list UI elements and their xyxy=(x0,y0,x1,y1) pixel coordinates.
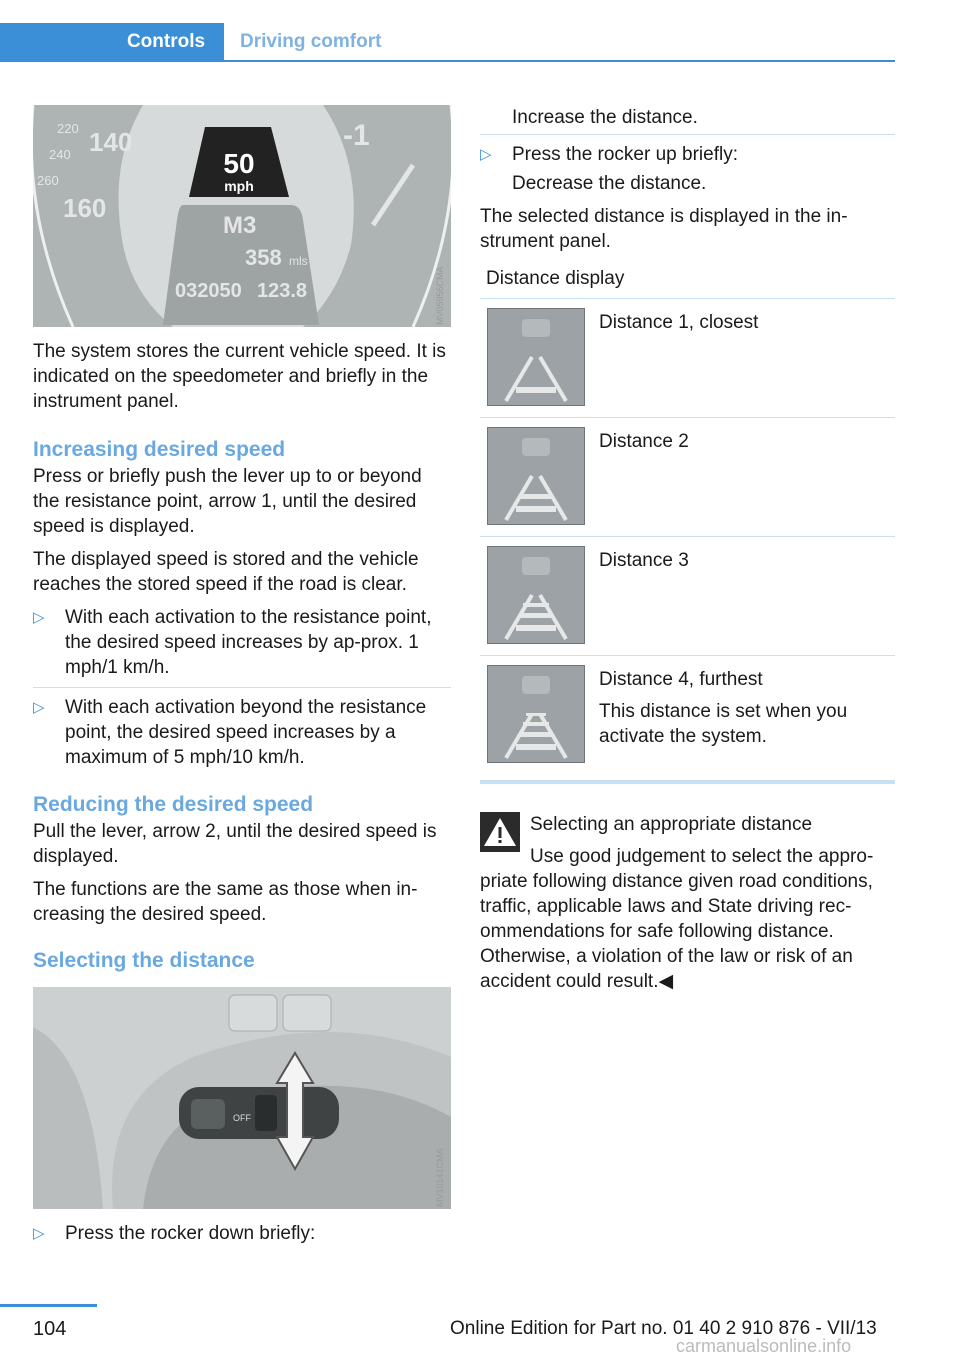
distance-label: Distance 2 xyxy=(599,431,689,452)
gauge-speed: 50 xyxy=(223,148,255,179)
gauge-range-unit: mls xyxy=(289,254,308,268)
header-rule xyxy=(0,60,895,62)
right-column xyxy=(480,105,895,994)
triangle-bullet-icon: ▷ xyxy=(480,146,492,163)
bullet-continuation: Decrease the distance. xyxy=(512,173,707,194)
increase-text-1: Press or briefly push the lever up to or beyond the resistance point, arrow 1, until the desired speed is displayed. xyxy=(33,466,422,537)
reduce-text-1: Pull the lever, arrow 2, until the desired speed is displayed. xyxy=(33,821,437,867)
distance-note: This distance is set when you activate the system. xyxy=(599,701,848,747)
bullet-item: ▷ Press the rocker up briefly: xyxy=(480,144,738,165)
lever-off-label: OFF xyxy=(233,1113,251,1123)
gauge-tick-160: 160 xyxy=(63,193,107,223)
heading-selecting-distance: Selecting the distance xyxy=(33,949,255,972)
distance-1-icon xyxy=(487,308,585,406)
bullet-item: ▷ With each activation to the resistance point, the desired speed increases by ap‐prox. 1 mph/1 km/h. xyxy=(33,607,432,678)
distance-table-header: Distance display xyxy=(480,262,895,299)
gauge-figure-code: MV05956CMA xyxy=(435,266,445,325)
warning-title: Selecting an appropriate distance xyxy=(530,814,813,835)
distance-table xyxy=(480,262,895,784)
heading-reducing-speed: Reducing the desired speed xyxy=(33,793,314,816)
gauge-range: 358 xyxy=(245,245,282,270)
svg-text:-1: -1 xyxy=(343,119,370,152)
triangle-bullet-icon: ▷ xyxy=(33,1225,45,1242)
bullet-item: ▷ Press the rocker down briefly: xyxy=(33,1223,316,1244)
distance-display-text: The selected distance is displayed in the in‐strument panel. xyxy=(480,206,848,252)
table-row xyxy=(480,537,895,656)
distance-label: Distance 3 xyxy=(599,550,689,571)
footer-edition-text: Online Edition for Part no. 01 40 2 910 876 - VII/13 xyxy=(450,1318,877,1339)
bullet-item: ▷ With each activation beyond the resistance point, the desired speed increases by a maximum of 5 mph/10 km/h. xyxy=(33,697,427,768)
bullet-divider xyxy=(33,687,451,688)
bullet-divider xyxy=(480,134,895,135)
table-row xyxy=(480,418,895,537)
reduce-text-2: The functions are the same as those when in‐creasing the desired speed. xyxy=(33,879,418,925)
distance-label: Distance 1, closest xyxy=(599,312,759,333)
gauge-trip: 123.8 xyxy=(257,280,308,302)
gauge-tick-140: 140 xyxy=(89,127,133,157)
table-row xyxy=(480,656,895,784)
page-number: 104 xyxy=(33,1318,67,1340)
distance-2-icon xyxy=(487,427,585,525)
heading-increasing-speed: Increasing desired speed xyxy=(33,438,286,461)
bullet-continuation: Increase the distance. xyxy=(512,107,698,128)
gauge-unit: mph xyxy=(224,178,254,194)
triangle-bullet-icon: ▷ xyxy=(33,699,45,716)
triangle-bullet-icon: ▷ xyxy=(33,609,45,626)
distance-4-icon xyxy=(487,665,585,763)
increase-text-2: The displayed speed is stored and the vehicle reaches the stored speed if the road is clear. xyxy=(33,549,419,595)
gauge-gear: M3 xyxy=(223,212,257,239)
speedometer-illustration xyxy=(33,105,451,327)
gauge-odometer: 032050 xyxy=(175,280,242,302)
gauge-tick-260: 260 xyxy=(37,173,59,188)
gauge-tick-240: 240 xyxy=(49,147,71,162)
tab-driving-comfort[interactable]: Driving comfort xyxy=(240,31,382,52)
lever-figure-code: MV10141CMA xyxy=(435,1148,445,1207)
distance-label: Distance 4, furthest xyxy=(599,669,763,690)
warning-body: Use good judgement to select the appro‐priate following distance given road conditions, traffic, applicable laws and State driving rec‐ommendations for safe following distance. Otherwise, a violation of the law or risk of an accident could result.◀ xyxy=(480,846,874,992)
distance-3-icon xyxy=(487,546,585,644)
tab-controls[interactable]: Controls xyxy=(0,23,224,61)
warning-icon xyxy=(480,812,520,852)
lever-illustration xyxy=(33,987,451,1209)
warning-box xyxy=(480,812,895,994)
left-column xyxy=(33,105,451,1253)
gauge-tick-220: 220 xyxy=(57,121,79,136)
watermark: carmanualsonline.info xyxy=(676,1336,852,1356)
page-header xyxy=(0,0,895,62)
intro-text: The system stores the current vehicle speed. It is indicated on the speedometer and briefly in the instrument panel. xyxy=(33,341,446,412)
footer-rule xyxy=(0,1304,97,1307)
table-row xyxy=(480,299,895,418)
